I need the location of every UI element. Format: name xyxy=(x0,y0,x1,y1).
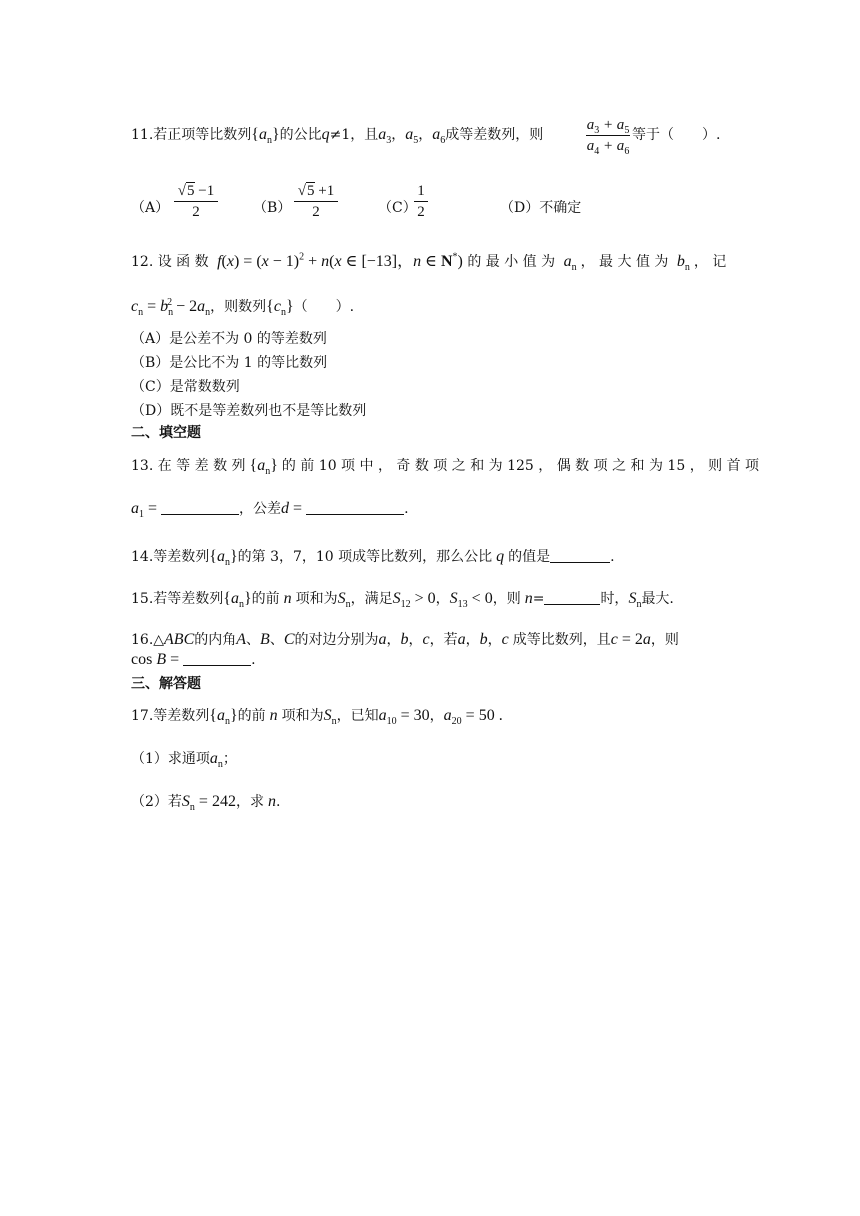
q17-part2-end: . xyxy=(275,794,281,810)
q16-cosB: cos B = xyxy=(131,651,184,668)
q15-sn: $S_n$ xyxy=(337,590,351,611)
q13-blank-1[interactable] xyxy=(161,500,239,515)
q11-option-c-label: （C） xyxy=(378,200,417,216)
q14-rest: 的第 3，7，10 项成等比数列，那么公比 xyxy=(237,549,493,565)
q15-n: n xyxy=(279,590,296,607)
q13-blank-2[interactable] xyxy=(306,500,404,515)
question-15 xyxy=(131,590,674,611)
q13-rest: 的 前 10 项 中 ， 奇 数 项 之 和 为 125 ， 偶 数 项 之 和 为 15 ， 则 首 项 xyxy=(281,458,760,474)
q14-end: . xyxy=(610,549,615,565)
q17-given: $a_{10} = 30$，$a_{20} = 50$ . xyxy=(378,707,503,728)
q13-line2 xyxy=(131,500,409,521)
q16-sides2: a，b，c xyxy=(457,631,513,648)
section-heading-solutions: 三、解答题 xyxy=(131,676,201,692)
q11-text3: ，且 xyxy=(350,127,379,143)
q15-t4: ，满足 xyxy=(350,591,393,607)
q11-option-d: （D）不确定 xyxy=(500,200,582,216)
q17-prefix: 17.等差数列 xyxy=(131,708,210,724)
question-17 xyxy=(131,707,503,728)
q17-sn: $S_n$ xyxy=(323,707,337,728)
q16-B: B xyxy=(260,631,270,648)
q13-prefix: 13. 在 等 差 数 列 xyxy=(131,458,246,474)
q15-n2: n xyxy=(520,590,533,607)
q16-t7: 成等比数列，且 xyxy=(512,632,611,648)
q12-cn-seq: $\{c_n\}$ xyxy=(266,298,294,319)
q12-an: $a_n$ xyxy=(559,253,577,274)
q11-neq: ≠1 xyxy=(329,127,351,143)
q11-option-c-value: 1 2 xyxy=(414,182,428,221)
q11-option-a-value: √5 −1 2 xyxy=(174,182,218,221)
q12-bn: $b_n$ xyxy=(672,253,690,274)
q16-t2: 的内角 xyxy=(194,632,237,648)
q17-part1 xyxy=(131,750,237,771)
q11-option-b-value: √5 +1 2 xyxy=(294,182,338,221)
q12-option-d: （D）既不是等差数列也不是等比数列 xyxy=(131,403,367,419)
q16-abc: ABC xyxy=(164,631,195,648)
section-heading-fill-in: 二、填空题 xyxy=(131,425,201,441)
q11-text2: 的公比 xyxy=(279,127,322,143)
q17-part2-text: （2）若 xyxy=(131,794,182,810)
q12-option-c: （C）是常数数列 xyxy=(131,379,240,395)
q12-line2 xyxy=(131,296,355,319)
q12-prefix: 12. 设 函 数 xyxy=(131,254,209,270)
q16-c-eq: c = 2a xyxy=(610,631,651,648)
q13-a1: $a_1$ = xyxy=(131,500,162,521)
q15-t2: 的前 xyxy=(251,591,280,607)
q12-text4: ， 记 xyxy=(693,254,727,270)
q12-function: $f(x) = (x - 1)^2 + n(x$ ∈ [−13]，n ∈ N*) xyxy=(213,251,463,270)
q14-prefix: 14.等差数列 xyxy=(131,549,210,565)
q15-prefix: 15.若等差数列 xyxy=(131,591,224,607)
q13-mid: ，公差 xyxy=(239,501,282,517)
q11-option-a-label: （A） xyxy=(131,200,170,216)
q17-n2: n xyxy=(263,793,276,810)
q11-terms: $a_3$，$a_5$，$a_6$ xyxy=(378,126,446,147)
q17-n: n xyxy=(265,707,282,724)
q11-option-b-label: （B） xyxy=(253,200,292,216)
q16-prefix: 16.△ xyxy=(131,632,165,648)
q13-end: . xyxy=(404,501,409,517)
q11-fraction: $a_3 + a_5$ $a_4 + a_6$ xyxy=(586,117,630,157)
q17-part2-mid: ，求 xyxy=(235,794,264,810)
q16-end: . xyxy=(251,652,256,668)
question-12 xyxy=(131,251,727,274)
q15-t7: 时， xyxy=(600,591,629,607)
q15-t6: = xyxy=(532,591,545,607)
q16-sides: a，b，c xyxy=(378,631,430,648)
question-16 xyxy=(131,631,679,649)
q17-an: $a_n$ xyxy=(209,750,223,771)
q17-t3: 项和为 xyxy=(281,708,324,724)
q11-seq: $\{a_n\}$ xyxy=(251,126,280,147)
q16-t6: ，若 xyxy=(429,632,458,648)
q12-text3: ， 最 大 值 为 xyxy=(580,254,669,270)
q16-t8: ，则 xyxy=(650,632,679,648)
q11-text4: 成等差数列，则 xyxy=(445,127,544,143)
q12-option-b: （B）是公比不为 1 的等比数列 xyxy=(131,355,328,371)
q12-cn-formula: $c_n = b_n^2 - 2a_n$ xyxy=(131,296,211,319)
q13-seq: $\{a_n\}$ xyxy=(249,457,278,478)
q15-t8: 最大. xyxy=(641,591,674,607)
q17-part2 xyxy=(131,793,281,814)
question-14 xyxy=(131,548,615,569)
q12-option-a: （A）是公差不为 0 的等差数列 xyxy=(131,331,327,347)
q13-d: d = xyxy=(281,500,307,517)
q14-seq: $\{a_n\}$ xyxy=(209,548,238,569)
q15-sn2: $S_n$ xyxy=(628,590,642,611)
q16-blank[interactable] xyxy=(183,651,251,666)
q15-t5: ，则 xyxy=(492,591,521,607)
q15-seq: $\{a_n\}$ xyxy=(223,590,252,611)
q16-C: C xyxy=(283,631,295,648)
q17-seq: $\{a_n\}$ xyxy=(209,707,238,728)
q12-line2-end: （ ）. xyxy=(293,299,355,315)
q11-prefix: 11.若正项等比数列 xyxy=(131,127,252,143)
q14-blank[interactable] xyxy=(550,548,610,563)
q17-part1-end: ； xyxy=(222,751,237,767)
q12-text2: 的 最 小 值 为 xyxy=(467,254,556,270)
q14-q: q xyxy=(492,548,509,565)
q16-t4: 、 xyxy=(269,632,284,648)
q15-blank[interactable] xyxy=(544,590,600,605)
q14-rest2: 的值是 xyxy=(508,549,551,565)
q15-conditions: $S_{12} > 0$，$S_{13} < 0$ xyxy=(392,590,493,611)
q17-t4: ，已知 xyxy=(336,708,379,724)
q16-line2 xyxy=(131,651,256,669)
q11-ratio: q xyxy=(321,126,330,143)
q15-t3: 项和为 xyxy=(295,591,338,607)
q16-t5: 的对边分别为 xyxy=(294,632,379,648)
q17-sn-eq: $S_n = 242$ xyxy=(181,793,236,814)
question-13 xyxy=(131,457,760,478)
q17-part1-text: （1）求通项 xyxy=(131,751,210,767)
question-11 xyxy=(131,126,544,147)
q16-A: A xyxy=(236,631,247,648)
q11-text5: 等于（ ）. xyxy=(632,127,721,143)
q17-t2: 的前 xyxy=(237,708,266,724)
q12-line2-text: ，则数列 xyxy=(210,299,267,315)
q16-t3: 、 xyxy=(246,632,261,648)
